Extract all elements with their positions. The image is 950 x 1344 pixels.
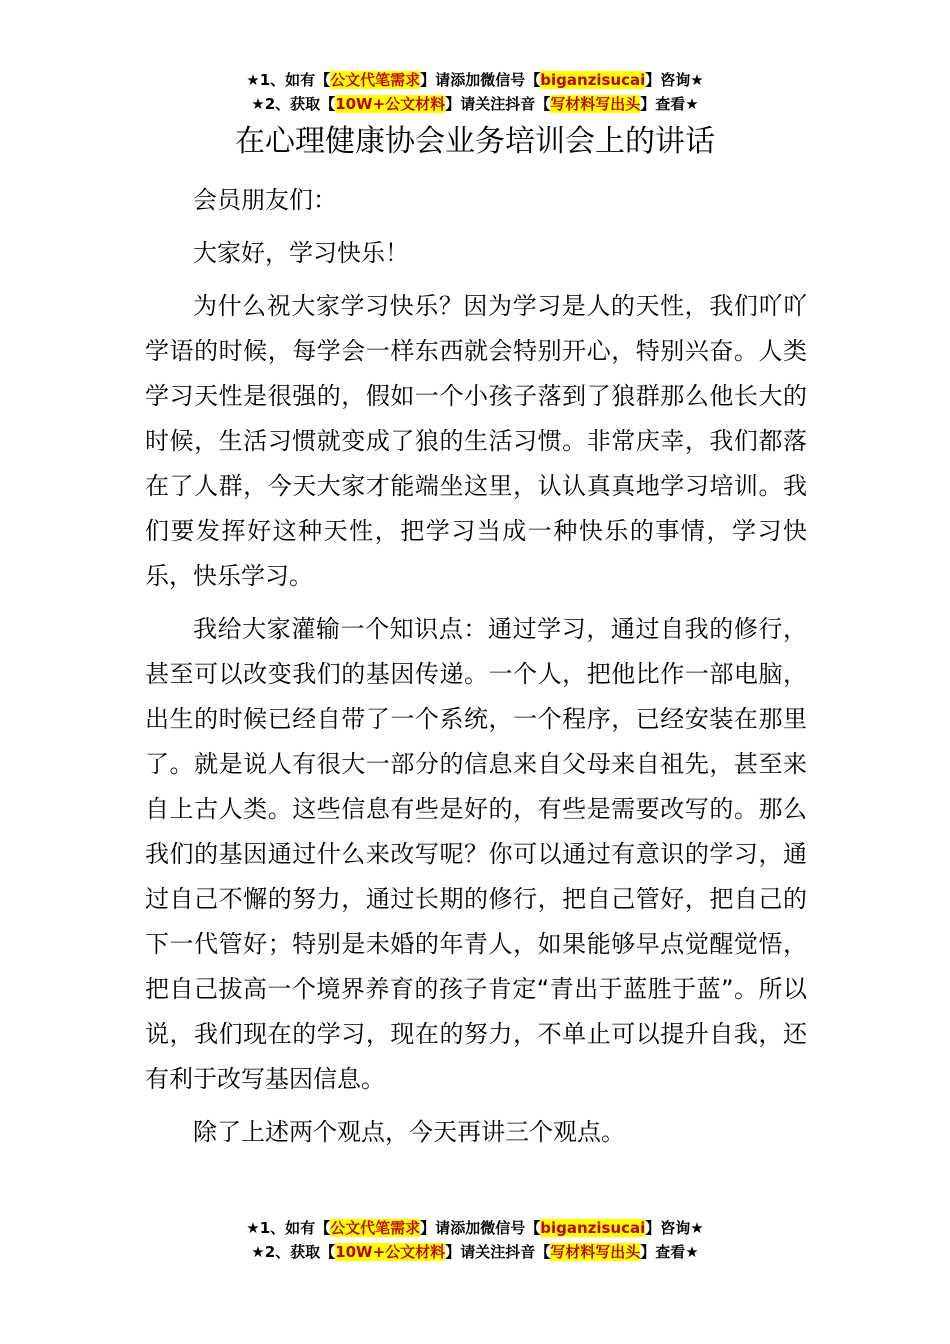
banner-text: 】请: [445, 95, 476, 113]
banner-line-1: [0, 68, 950, 92]
banner-emphasis: 添加: [450, 1219, 481, 1237]
banner-text: ★1、如有【: [246, 1219, 331, 1237]
highlight-service: 公文代笔需求: [330, 1219, 421, 1237]
banner-line-2: [0, 92, 950, 116]
banner-text: ★1、如有【: [246, 71, 331, 89]
banner-text: 】请: [445, 1243, 476, 1261]
highlight-douyin-id: 写材料写出头: [550, 1243, 641, 1261]
banner-text: 】咨询★: [645, 1219, 704, 1237]
banner-text: 抖音【: [505, 95, 551, 113]
body-paragraph: 我给大家灌输一个知识点：通过学习，通过自我的修行，甚至可以改变我们的基因传递。一个人，把他比作一部电脑，出生的时候已经自带了一个系统，一个程序，已经安装在那里了。就是说人有很大一部分的信息来自父母来自祖先，甚至来自上古人类。这些信息有些是好的，有些是需要改写的。那么我们的基因通过什么来改写呢？你可以通过有意识的学习，通过自己不懈的努力，通过长期的修行，把自己管好，把自己的下一代管好；特别是未婚的年青人，如果能够早点觉醒觉悟，把自己拔高一个境界养育的孩子肯定“青出于蓝胜于蓝”。所以说，我们现在的学习，现在的努力，不单止可以提升自我，还有利于改写基因信息。: [145, 615, 807, 1093]
banner-text: 】查看★: [640, 1243, 699, 1261]
banner-line-1: [0, 1216, 950, 1240]
banner-text: 微信号【: [480, 1219, 541, 1237]
banner-text: ★2、获取【: [251, 1243, 336, 1261]
footer-banner: [0, 1216, 950, 1264]
document-body: [145, 178, 807, 1163]
highlight-wechat-id: biganzisucai: [540, 1219, 646, 1237]
highlight-service: 公文代笔需求: [330, 71, 421, 89]
banner-line-2: [0, 1240, 950, 1264]
banner-text: 抖音【: [505, 1243, 551, 1261]
body-paragraph: 为什么祝大家学习快乐？因为学习是人的天性，我们吖吖学语的时候，每学会一样东西就会特别开心，特别兴奋。人类学习天性是很强的，假如一个小孩子落到了狼群那么他长大的时候，生活习惯就变成了狼的生活习惯。非常庆幸，我们都落在了人群，今天大家才能端坐这里，认认真真地学习培训。我们要发挥好这种天性，把学习当成一种快乐的事情，学习快乐，快乐学习。: [145, 292, 807, 590]
banner-text: 】请: [420, 71, 451, 89]
highlight-douyin-id: 写材料写出头: [550, 95, 641, 113]
banner-text: ★2、获取【: [251, 95, 336, 113]
highlight-wechat-id: biganzisucai: [540, 71, 646, 89]
banner-emphasis: 添加: [450, 71, 481, 89]
document-title: 在心理健康协会业务培训会上的讲话: [235, 124, 715, 159]
highlight-materials: 10W+公文材料: [335, 1243, 446, 1261]
banner-text: 】咨询★: [645, 71, 704, 89]
banner-emphasis: 关注: [475, 1243, 506, 1261]
banner-text: 微信号【: [480, 71, 541, 89]
salutation: 会员朋友们：: [193, 186, 337, 214]
banner-emphasis: 关注: [475, 95, 506, 113]
header-banner: [0, 68, 950, 116]
banner-text: 】请: [420, 1219, 451, 1237]
body-paragraph: 除了上述两个观点，今天再讲三个观点。: [193, 1118, 625, 1146]
greeting: 大家好，学习快乐！: [193, 239, 409, 267]
highlight-materials: 10W+公文材料: [335, 95, 446, 113]
banner-text: 】查看★: [640, 95, 699, 113]
